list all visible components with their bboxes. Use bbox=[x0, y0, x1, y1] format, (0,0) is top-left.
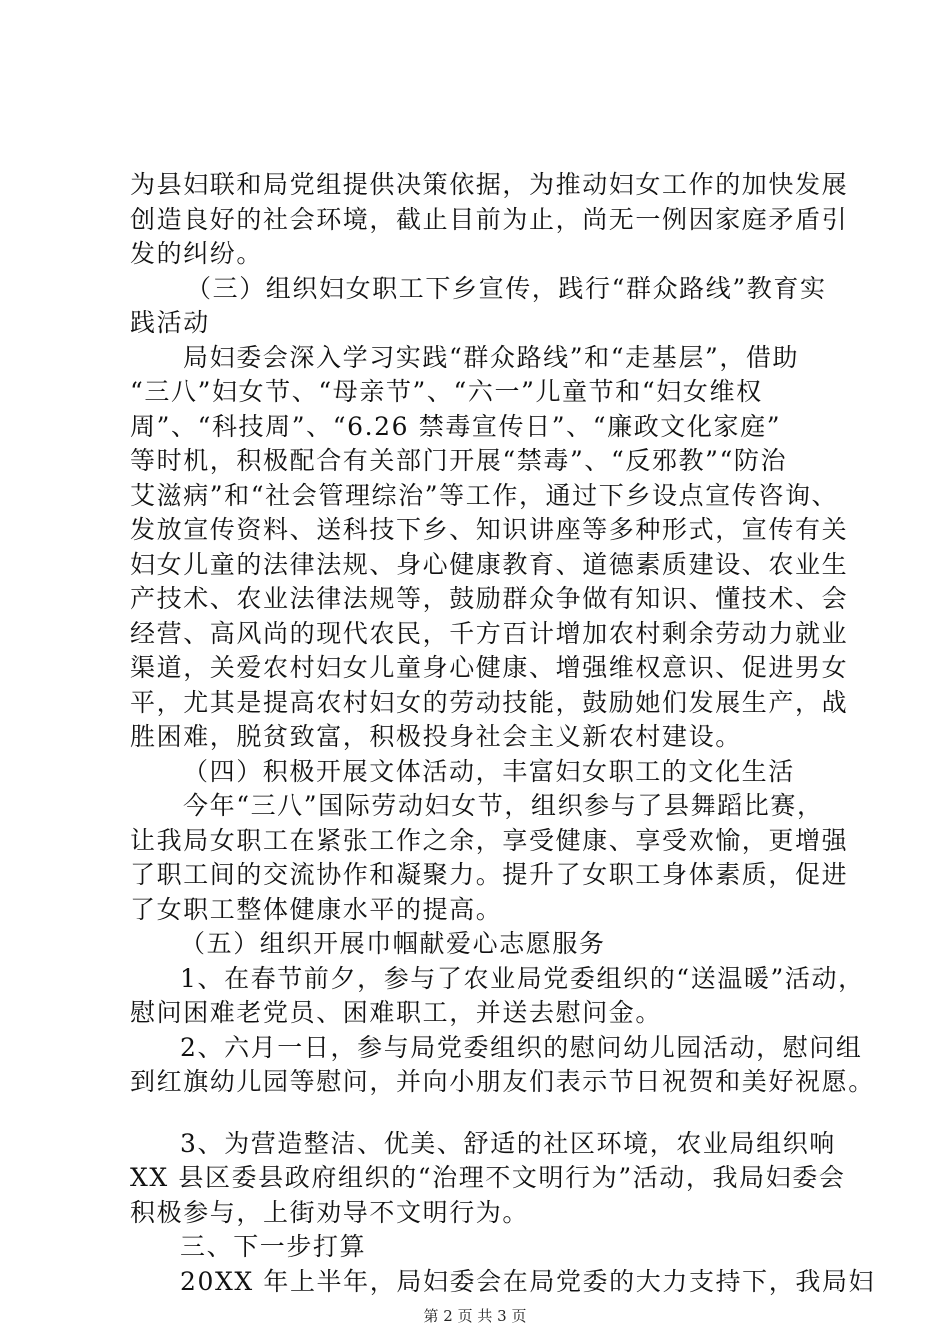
paragraph-line: 3、为营造整洁、优美、舒适的社区环境，农业局组织响 bbox=[180, 1129, 836, 1158]
paragraph-line: 渠道，关爱农村妇女儿童身心健康、增强维权意识、促进男女 bbox=[130, 653, 849, 682]
paragraph-line: 周”、“科技周”、“6.26 禁毒宣传日”、“廉政文化家庭” bbox=[130, 412, 782, 441]
section-heading-line: （五）组织开展巾帼献爱心志愿服务 bbox=[180, 929, 606, 958]
paragraph-line: 创造良好的社会环境，截止目前为止，尚无一例因家庭矛盾引 bbox=[130, 205, 849, 234]
paragraph-line: 等时机，积极配合有关部门开展“禁毒”、“反邪教”“防治 bbox=[130, 446, 788, 475]
paragraph-line: “三八”妇女节、“母亲节”、“六一”儿童节和“妇女维权 bbox=[130, 377, 763, 406]
section-heading-line: （四）积极开展文体活动，丰富妇女职工的文化生活 bbox=[183, 757, 795, 786]
section-heading-line: （三）组织妇女职工下乡宣传，践行“群众路线”教育实 bbox=[186, 274, 827, 303]
page-number-footer: 第 2 页 共 3 页 bbox=[423, 1307, 527, 1325]
paragraph-line: 了职工间的交流协作和凝聚力。提升了女职工身体素质，促进 bbox=[130, 860, 849, 889]
paragraph-line: 艾滋病”和“社会管理综治”等工作，通过下乡设点宣传咨询、 bbox=[130, 481, 839, 510]
paragraph-line: 了女职工整体健康水平的提高。 bbox=[130, 895, 503, 924]
section-heading-line: 三、下一步打算 bbox=[180, 1232, 367, 1261]
paragraph-line: 发的纠纷。 bbox=[130, 239, 264, 268]
paragraph-line: 平，尤其是提高农村妇女的劳动技能，鼓励她们发展生产，战 bbox=[130, 688, 849, 717]
paragraph-line: 慰问困难老党员、困难职工，并送去慰问金。 bbox=[130, 998, 663, 1027]
paragraph-line: 到红旗幼儿园等慰问，并向小朋友们表示节日祝贺和美好祝愿。 bbox=[130, 1067, 875, 1096]
paragraph-line: 发放宣传资料、送科技下乡、知识讲座等多种形式，宣传有关 bbox=[130, 515, 849, 544]
paragraph-line: 2、六月一日，参与局党委组织的慰问幼儿园活动，慰问组 bbox=[180, 1033, 863, 1062]
paragraph-line: 局妇委会深入学习实践“群众路线”和“走基层”，借助 bbox=[183, 343, 800, 372]
paragraph-line: 让我局女职工在紧张工作之余，享受健康、享受欢愉，更增强 bbox=[130, 826, 849, 855]
paragraph-line: XX 县区委县政府组织的“治理不文明行为”活动，我局妇委会 bbox=[130, 1163, 846, 1192]
section-heading-line: 践活动 bbox=[130, 308, 210, 337]
paragraph-line: 胜困难，脱贫致富，积极投身社会主义新农村建设。 bbox=[130, 722, 742, 751]
paragraph-line: 积极参与，上街劝导不文明行为。 bbox=[130, 1198, 530, 1227]
paragraph-line: 经营、高风尚的现代农民，千方百计增加农村剩余劳动力就业 bbox=[130, 619, 849, 648]
paragraph-line: 产技术、农业法律法规等，鼓励群众争做有知识、懂技术、会 bbox=[130, 584, 849, 613]
paragraph-line: 1、在春节前夕，参与了农业局党委组织的“送温暖”活动， bbox=[180, 964, 865, 993]
paragraph-line: 妇女儿童的法律法规、身心健康教育、道德素质建设、农业生 bbox=[130, 550, 849, 579]
paragraph-line: 今年“三八”国际劳动妇女节，组织参与了县舞蹈比赛， bbox=[183, 791, 824, 820]
paragraph-line: 20XX 年上半年，局妇委会在局党委的大力支持下，我局妇 bbox=[180, 1267, 876, 1296]
paragraph-line: 为县妇联和局党组提供决策依据，为推动妇女工作的加快发展 bbox=[130, 170, 849, 199]
